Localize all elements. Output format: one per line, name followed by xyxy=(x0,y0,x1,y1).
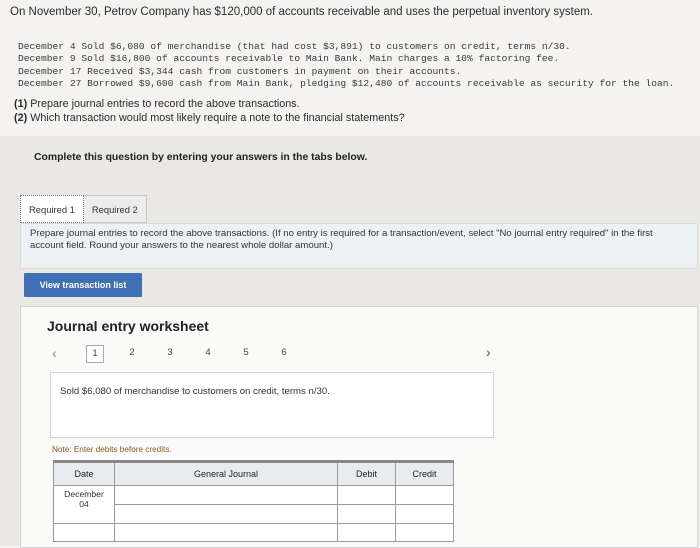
transaction-description-box xyxy=(50,372,494,438)
credit-field[interactable] xyxy=(396,505,454,524)
question-1-number: (1) xyxy=(14,98,28,110)
account-field[interactable] xyxy=(115,486,338,505)
page-5[interactable]: 5 xyxy=(243,347,249,358)
note-text: Note: Enter debits before credits. xyxy=(52,445,172,454)
column-header-debit: Debit xyxy=(338,462,396,486)
tab-required-2[interactable]: Required 2 xyxy=(84,195,147,223)
worksheet-title: Journal entry worksheet xyxy=(47,318,209,334)
journal-table xyxy=(53,460,454,542)
table-header-row xyxy=(54,462,454,486)
debit-field[interactable] xyxy=(338,486,396,505)
tab-required-1[interactable]: Required 1 xyxy=(20,195,84,223)
question-2 xyxy=(14,112,405,126)
account-field[interactable] xyxy=(115,524,338,542)
transaction-list xyxy=(18,41,674,90)
page-2[interactable]: 2 xyxy=(129,347,135,358)
transaction-line: December 9 Sold $16,800 of accounts receivable to Main Bank. Main charges a 10% factoring fee. xyxy=(18,53,560,65)
column-header-general-journal: General Journal xyxy=(115,462,338,486)
question-1-text: Prepare journal entries to record the above transactions. xyxy=(27,98,300,110)
question-2-text: Which transaction would most likely require a note to the financial statements? xyxy=(27,111,405,124)
question-2-number: (2) xyxy=(14,111,28,124)
tab-bar xyxy=(20,195,147,223)
debit-field[interactable] xyxy=(338,524,396,542)
credit-field[interactable] xyxy=(396,486,454,505)
transaction-description: Sold $6,080 of merchandise to customers on credit, terms n/30. xyxy=(60,386,330,397)
column-header-date: Date xyxy=(54,462,115,486)
page-6[interactable]: 6 xyxy=(281,347,287,358)
worksheet-pager xyxy=(52,346,512,364)
question-1 xyxy=(14,98,405,112)
page-3[interactable]: 3 xyxy=(167,347,173,358)
page-4[interactable]: 4 xyxy=(205,347,211,358)
account-field[interactable] xyxy=(115,505,338,524)
transaction-line: December 17 Received $3,344 cash from customers in payment on their accounts. xyxy=(18,65,462,77)
transaction-line: December 27 Borrowed $9,600 cash from Main Bank, pledging $12,480 of accounts receivable as security for the loan. xyxy=(18,77,675,89)
table-row xyxy=(54,486,454,505)
table-row xyxy=(54,524,454,542)
transaction-line: December 4 Sold $6,080 of merchandise (that had cost $3,891) to customers on credit, terms n/30. xyxy=(18,41,571,52)
chevron-right-icon[interactable]: › xyxy=(486,344,491,360)
page-1[interactable]: 1 xyxy=(86,345,104,363)
date-field[interactable] xyxy=(54,524,115,542)
instruction-heading: Complete this question by entering your answers in the tabs below. xyxy=(34,152,368,163)
prompt-text: Prepare journal entries to record the above transactions. (If no entry is required for a transaction/event, select "No journal entry required" in the first account field. Round your answers to the nearest whole dollar amount.) xyxy=(30,228,653,251)
column-header-credit: Credit xyxy=(396,462,454,486)
debit-field[interactable] xyxy=(338,505,396,524)
chevron-left-icon[interactable]: ‹ xyxy=(52,345,57,361)
date-cell[interactable]: December 04 xyxy=(54,486,115,524)
intro-text: On November 30, Petrov Company has $120,000 of accounts receivable and uses the perpetual inventory system. xyxy=(10,6,593,18)
credit-field[interactable] xyxy=(396,524,454,542)
questions xyxy=(14,98,405,125)
view-transaction-list-button[interactable]: View transaction list xyxy=(24,273,142,297)
